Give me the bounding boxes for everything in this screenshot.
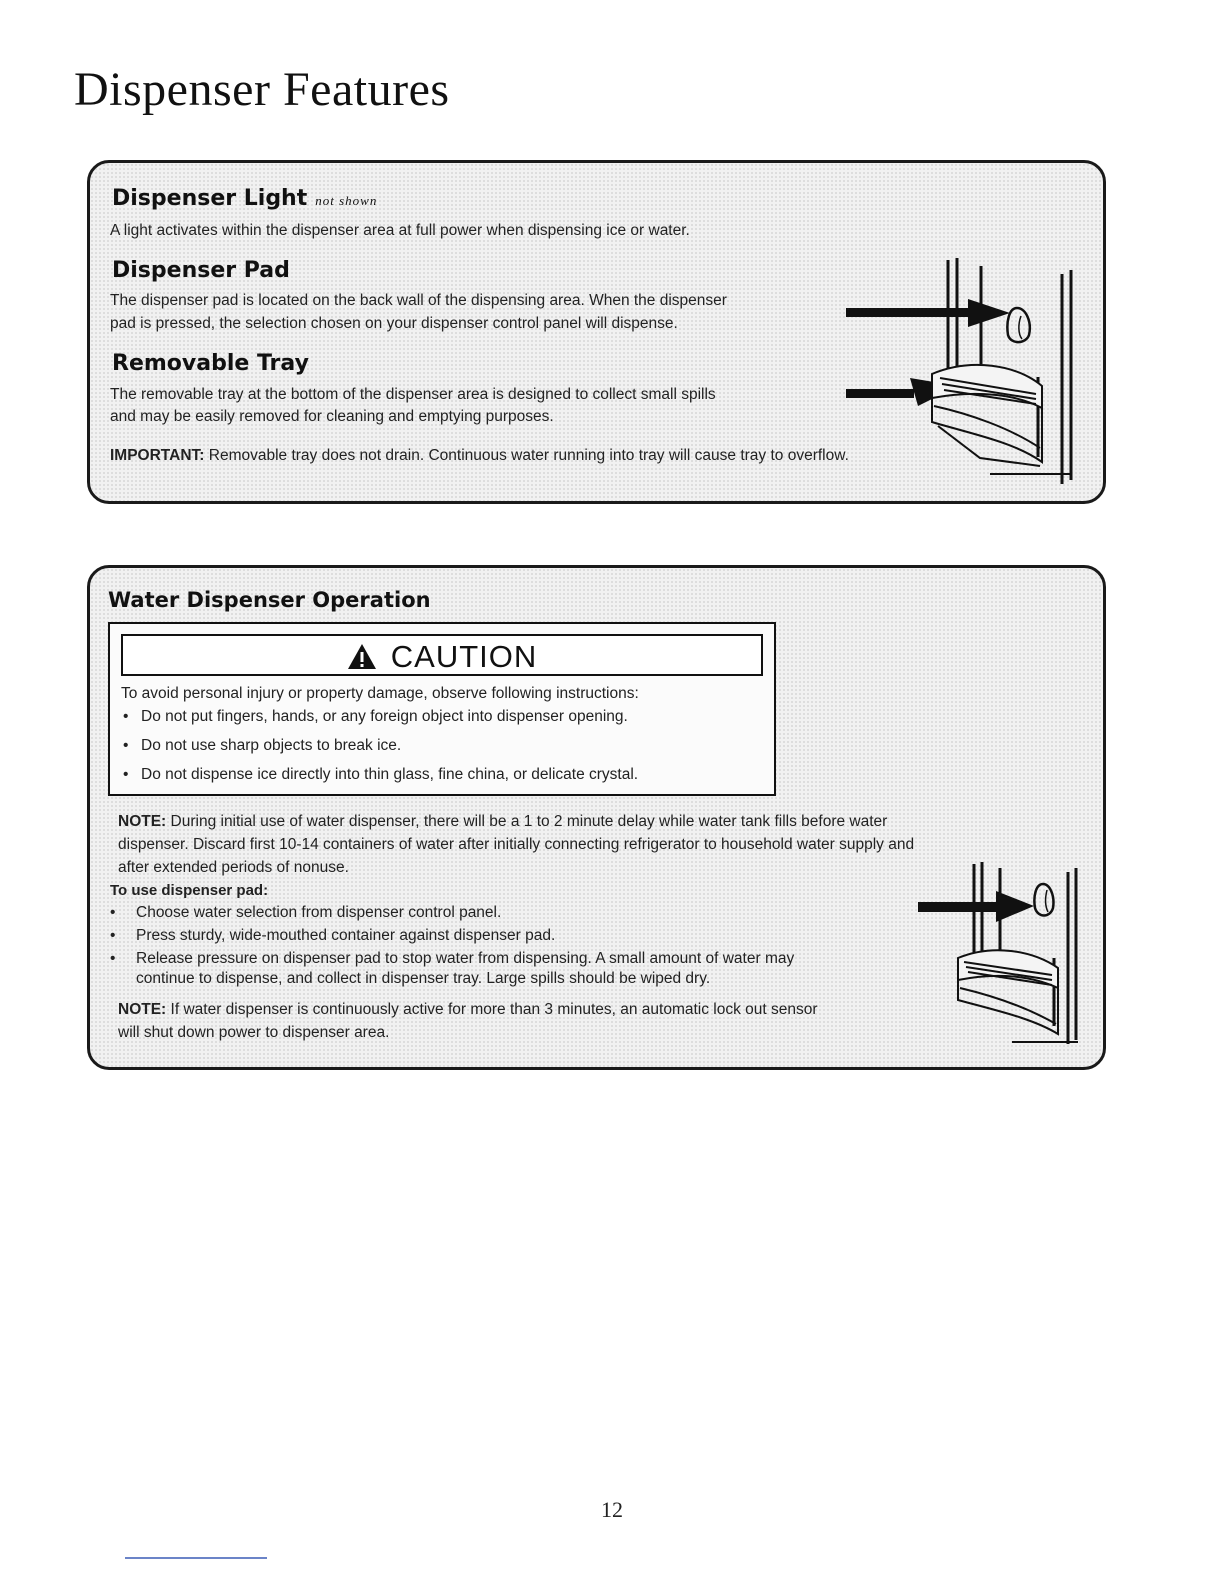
important-label: IMPORTANT: — [110, 447, 205, 464]
step-item: • Release pressure on dispenser pad to stop water from dispensing. A small amount of water may — [110, 947, 930, 970]
dispenser-pad-text-line-2: pad is pressed, the selection chosen on your dispenser control panel will dispense. — [110, 315, 678, 332]
pad-arrow-shaft — [918, 902, 1000, 912]
dispenser-pad-text-line-1: The dispenser pad is located on the back wall of the dispensing area. When the dispenser — [110, 292, 727, 309]
tray-icon — [958, 950, 1078, 1042]
tray-icon — [932, 365, 1072, 474]
dispenser-light-heading: Dispenser Light not shown — [112, 186, 378, 211]
dispenser-light-text: A light activates within the dispenser area at full power when dispensing ice or water. — [110, 222, 690, 239]
step-item: • Press sturdy, wide-mouthed container against dispenser pad. — [110, 924, 930, 947]
tray-arrow-shaft — [846, 389, 914, 398]
caution-item: • Do not dispense ice directly into thin glass, fine china, or delicate crystal. — [123, 763, 771, 786]
pad-arrow-shaft — [846, 308, 968, 317]
caution-item: • Do not use sharp objects to break ice. — [123, 734, 771, 757]
pad-arrow-icon — [968, 299, 1010, 327]
important-text: Removable tray does not drain. Continuous water running into tray will cause tray to overflow. — [208, 447, 849, 464]
dispenser-illustration — [840, 252, 1080, 497]
caution-list — [123, 705, 771, 786]
warning-triangle-icon — [347, 643, 377, 670]
caution-title: CAUTION — [121, 634, 763, 676]
step-3-continued: continue to dispense, and collect in dispenser tray. Large spills should be wiped dry. — [136, 970, 711, 987]
dispenser-pad-heading: Dispenser Pad — [112, 258, 290, 283]
water-dispenser-operation-heading: Water Dispenser Operation — [108, 588, 431, 612]
use-dispenser-pad-heading: To use dispenser pad: — [110, 882, 269, 899]
important-note — [110, 444, 849, 467]
dispenser-small-illustration — [912, 858, 1082, 1054]
page-title: Dispenser Features — [74, 63, 450, 116]
pad-arrow-icon — [996, 891, 1034, 922]
note-label: NOTE: — [118, 1001, 167, 1018]
caution-item: • Do not put fingers, hands, or any foreign object into dispenser opening. — [123, 705, 771, 728]
dispenser-pad-icon — [1034, 884, 1053, 916]
caution-box — [108, 622, 776, 796]
not-shown-note: not shown — [315, 193, 378, 208]
note-initial-use: NOTE: During initial use of water dispenser, there will be a 1 to 2 minute delay while water tank fills before water dispenser. Discard first 10-14 containers of water after initially connecting refrigerator to household water supply and after extended periods of nonuse. — [118, 813, 915, 876]
step-item: • Choose water selection from dispenser control panel. — [110, 901, 930, 924]
removable-tray-text-line-1: The removable tray at the bottom of the dispenser area is designed to collect small spills — [110, 386, 716, 403]
footer-divider — [125, 1557, 267, 1559]
note-lockout: NOTE: If water dispenser is continuously active for more than 3 minutes, an automatic lock out sensor will shut down power to dispenser area. — [118, 1001, 818, 1041]
removable-tray-heading: Removable Tray — [112, 351, 309, 376]
note-label: NOTE: — [118, 813, 167, 830]
dispenser-steps-list — [110, 901, 930, 970]
caution-intro: To avoid personal injury or property damage, observe following instructions: — [121, 685, 639, 702]
page-number: 12 — [601, 1497, 623, 1522]
removable-tray-text-line-2: and may be easily removed for cleaning and emptying purposes. — [110, 408, 554, 425]
